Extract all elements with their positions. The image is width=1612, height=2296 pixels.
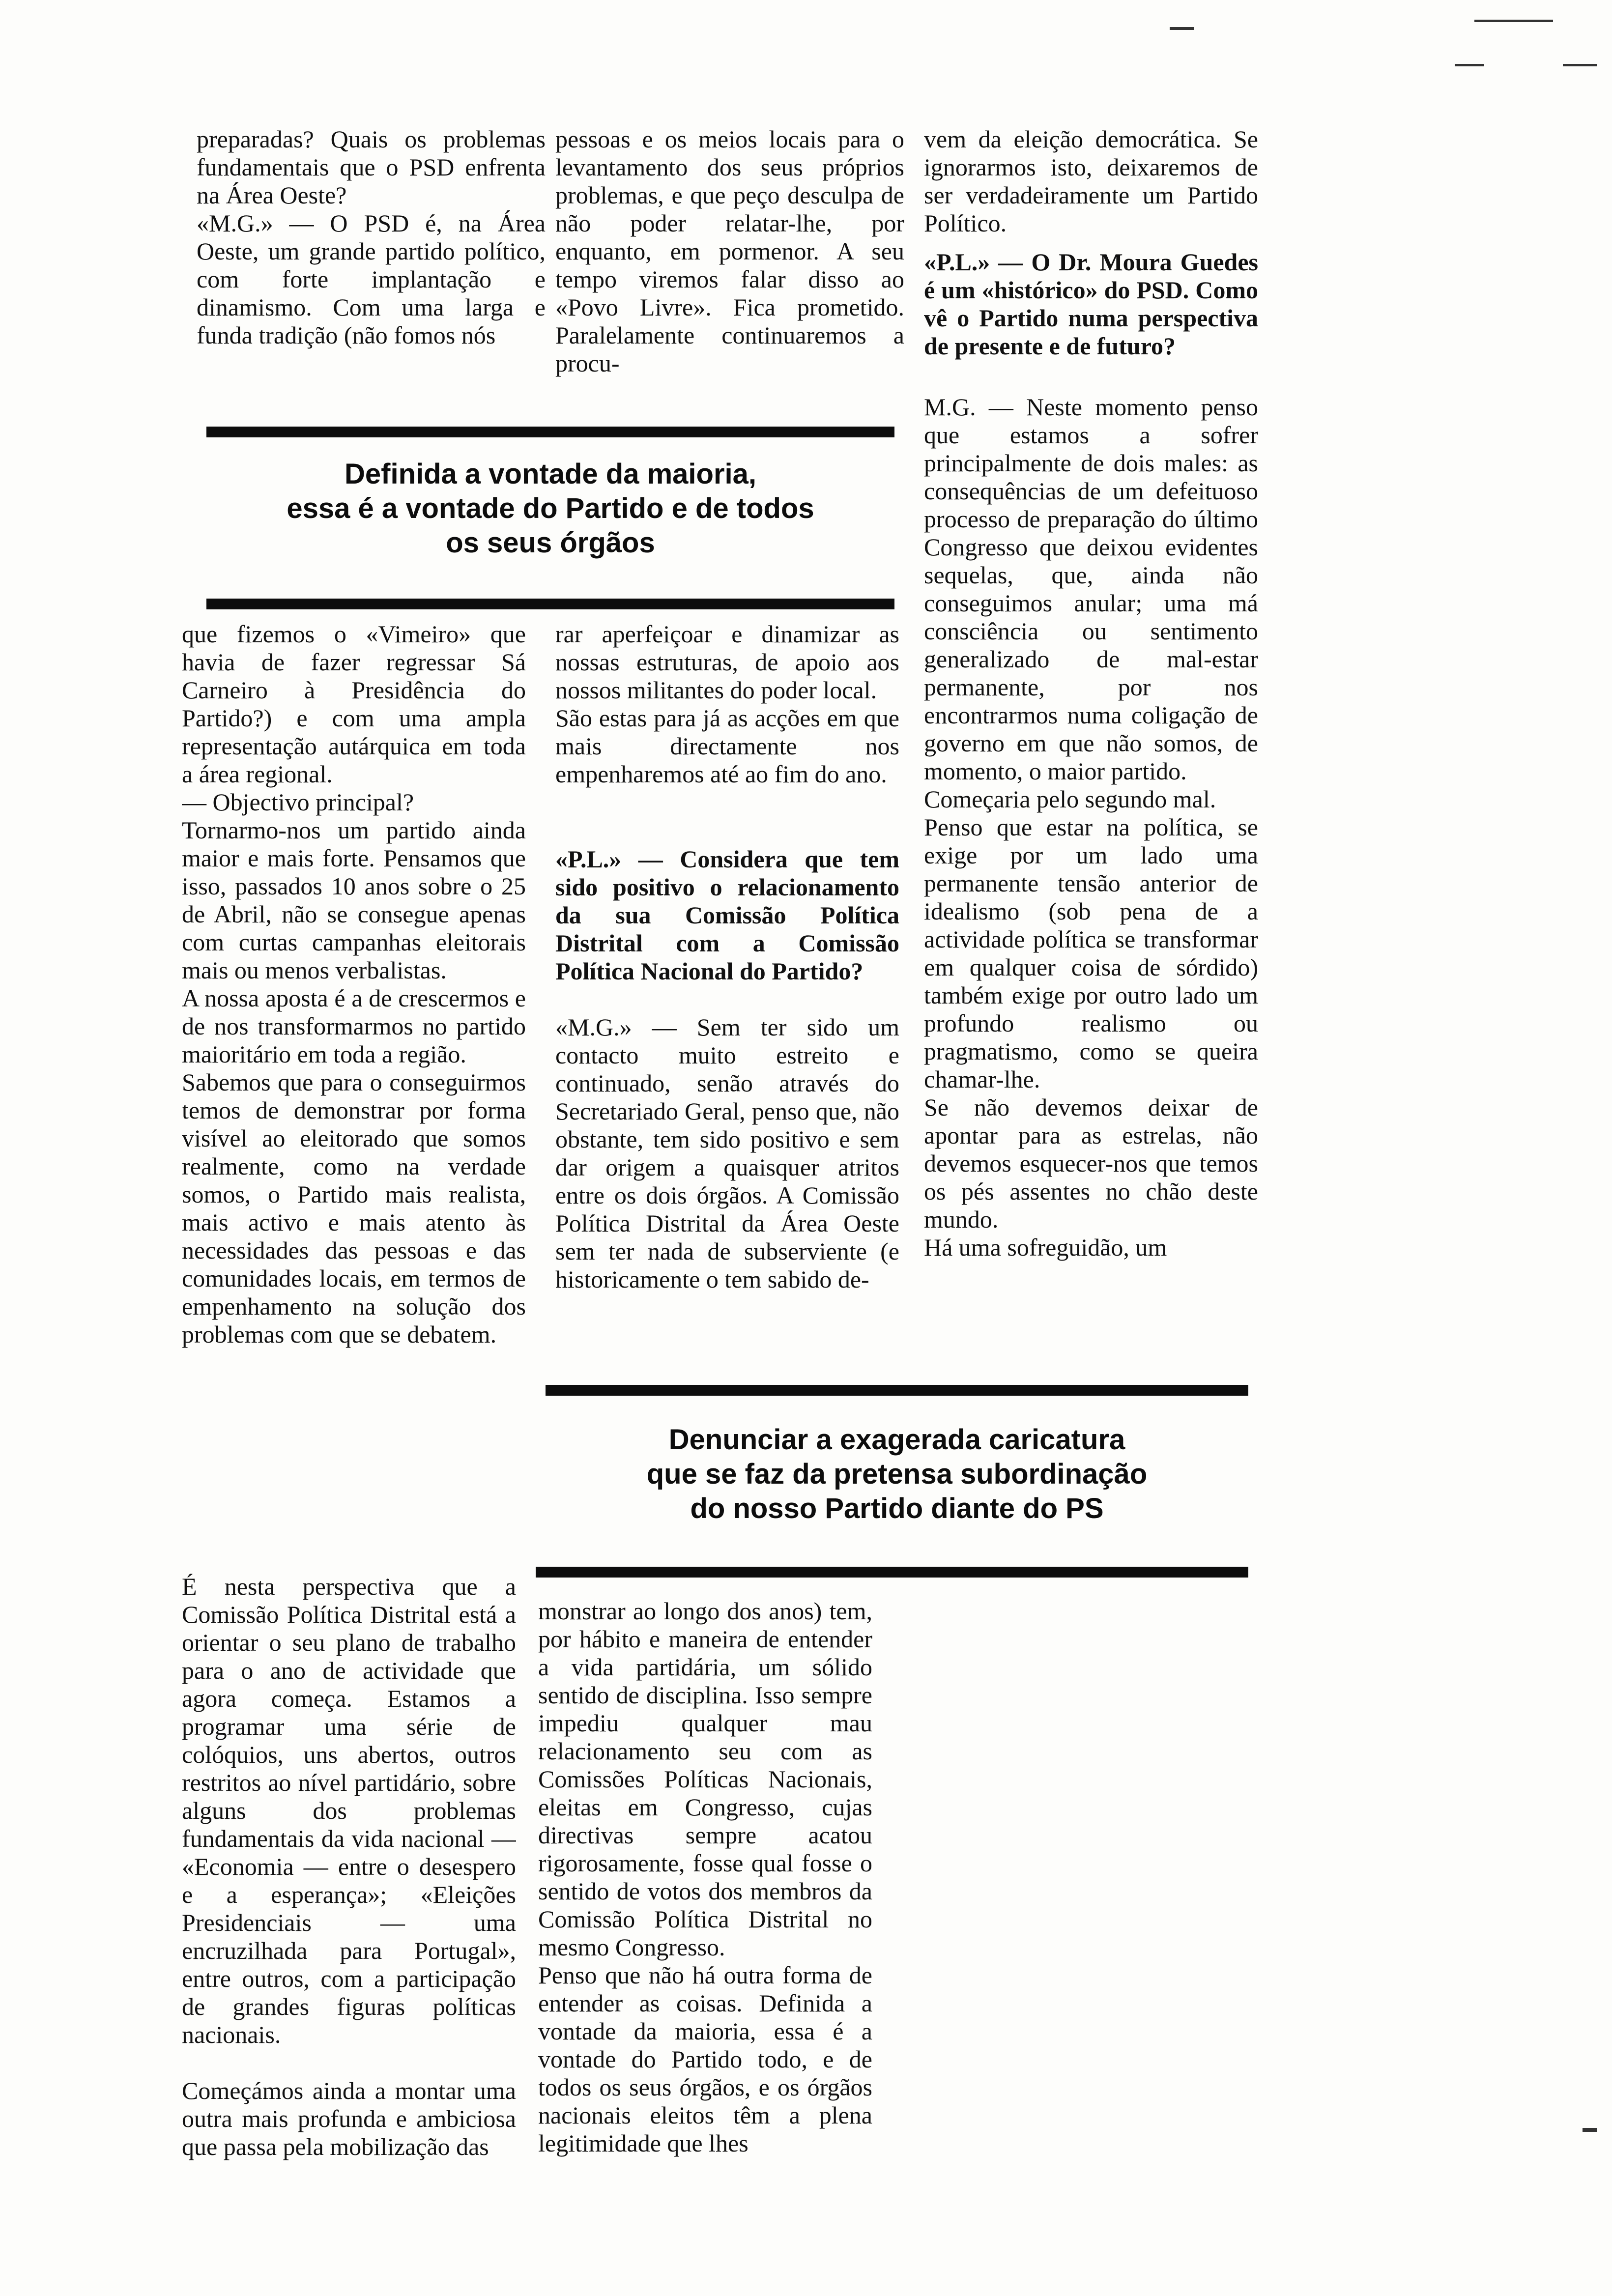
scan-speck xyxy=(1474,20,1553,22)
top-column-left-text: preparadas? Quais os problemas fundamentais que o PSD enfrenta na Área Oeste? «M.G.» — O PSD é, na Área Oeste, um grande partido político, com forte implantação e dinamismo. Com uma larga e funda tradição (não fomos nós xyxy=(197,125,546,349)
headline1-top-rule xyxy=(206,427,894,437)
top-column-middle-text: pessoas e os meios locais para o levantamento dos seus próprios problemas, e que peço desculpa de não poder relatar-lhe, por enquanto, em pormenor. A seu tempo viremos falar disso ao «Povo Livre». Fica prometido. Paralelamente continuaremos a procu- xyxy=(555,125,904,377)
headline-denunciar-caricatura xyxy=(546,1423,1248,1526)
scan-speck xyxy=(1170,27,1194,30)
headline2-bottom-rule xyxy=(536,1567,1248,1578)
scan-speck xyxy=(1455,64,1484,66)
headline2-top-rule xyxy=(546,1385,1248,1396)
right-column-intro-text: vem da eleição democrática. Se ignorarmos isto, deixaremos de ser verdadeiramente um Partido Político. xyxy=(924,125,1258,237)
middle-column-right-text: rar aperfeiçoar e dinamizar as nossas estruturas, de apoio aos nossos militantes do poder local. São estas para já as acções em que mais directamente nos empenharemos até ao fim do ano. xyxy=(555,620,899,788)
headline1-line-3: os seus órgãos xyxy=(446,527,655,559)
scan-speck xyxy=(1563,64,1597,66)
headline-vontade-da-maioria xyxy=(206,457,894,560)
headline1-line-1: Definida a vontade da maioria, xyxy=(345,458,756,490)
headline2-line-2: que se faz da pretensa subordinação xyxy=(646,1458,1148,1490)
headline1-line-2: essa é a vontade do Partido e de todos xyxy=(287,492,814,524)
interview-answer-relacionamento: «M.G.» — Sem ter sido um contacto muito estreito e continuado, senão através do Secretariado Geral, penso que, não obstante, tem sido positivo e sem dar origem a quaisquer atritos entre os dois órgãos. A Comissão Política Distrital da Área Oeste sem ter nada de subserviente (e historicamente o tem sabido de- xyxy=(555,1013,899,1293)
lower-column-right-text: monstrar ao longo dos anos) tem, por hábito e maneira de entender a vida partidária, um sólido sentido de disciplina. Isso sempre impediu qualquer mau relacionamento seu com as Comissões Políticas Nacionais, eleitas em Congresso, cujas directivas sempre acatou rigorosamente, fosse qual fosse o sentido de votos dos membros da Comissão Política Distrital no mesmo Congresso. Penso que não há outra forma de entender as coisas. Definida a vontade da maioria, essa é a vontade do Partido todo, e de todos os seus órgãos, e os órgãos nacionais eleitos têm a plena legitimidade que lhes xyxy=(538,1597,872,2157)
right-column-answer-text: M.G. — Neste momento penso que estamos a sofrer principalmente de dois males: as consequências de um defeituoso processo de preparação do último Congresso que deixou evidentes sequelas, que, ainda não conseguimos anular; uma má consciência ou sentimento generalizado de mal-estar permanente, por nos encontrarmos numa coligação de governo em que não somos, de momento, o maior partido. Começaria pelo segundo mal. Penso que estar na política, se exige por um lado uma permanente tensão anterior de idealismo (sob pena de a actividade política se transformar em qualquer coisa de sórdido) também exige por outro lado um profundo realismo ou pragmatismo, como se queira chamar-lhe. Se não devemos deixar de apontar para as estrelas, não devemos esquecer-nos que temos os pés assentes no chão deste mundo. Há uma sofreguidão, um xyxy=(924,393,1258,1261)
scan-speck xyxy=(1583,2128,1597,2132)
headline2-line-1: Denunciar a exagerada caricatura xyxy=(668,1424,1125,1456)
interview-question-moura-guedes: «P.L.» — O Dr. Moura Guedes é um «histórico» do PSD. Como vê o Partido numa perspectiva de presente e de futuro? xyxy=(924,248,1258,360)
lower-column-left-text: É nesta perspectiva que a Comissão Política Distrital está a orientar o seu plano de trabalho para o ano de actividade que agora começa. Estamos a programar uma série de colóquios, uns abertos, outros restritos ao nível partidário, sobre alguns dos problemas fundamentais da vida nacional — «Economia — entre o desespero e a esperança»; «Eleições Presidenciais — uma encruzilhada para Portugal», entre outros, com a participação de grandes figuras políticas nacionais. Começámos ainda a montar uma outra mais profunda e ambiciosa que passa pela mobilização das xyxy=(182,1573,516,2160)
middle-column-left-text: que fizemos o «Vimeiro» que havia de fazer regressar Sá Carneiro à Presidência do Partido?) e com uma ampla representação autárquica em toda a área regional. — Objectivo principal? Tornarmo-nos um partido ainda maior e mais forte. Pensamos que isso, passados 10 anos sobre o 25 de Abril, não se consegue apenas com curtas campanhas eleitorais mais ou menos verbalistas. A nossa aposta é a de crescermos e de nos transformarmos no partido maioritário em toda a região. Sabemos que para o conseguirmos temos de demonstrar por forma visível ao eleitorado que somos realmente, como na verdade somos, o Partido mais realista, mais activo e mais atento às necessidades das pessoas e das comunidades locais, em termos de empenhamento na solução dos problemas com que se debatem. xyxy=(182,620,526,1348)
interview-question-relacionamento: «P.L.» — Considera que tem sido positivo o relacionamento da sua Comissão Política Distrital com a Comissão Política Nacional do Partido? xyxy=(555,845,899,985)
headline1-bottom-rule xyxy=(206,599,894,609)
headline2-line-3: do nosso Partido diante do PS xyxy=(690,1492,1104,1524)
